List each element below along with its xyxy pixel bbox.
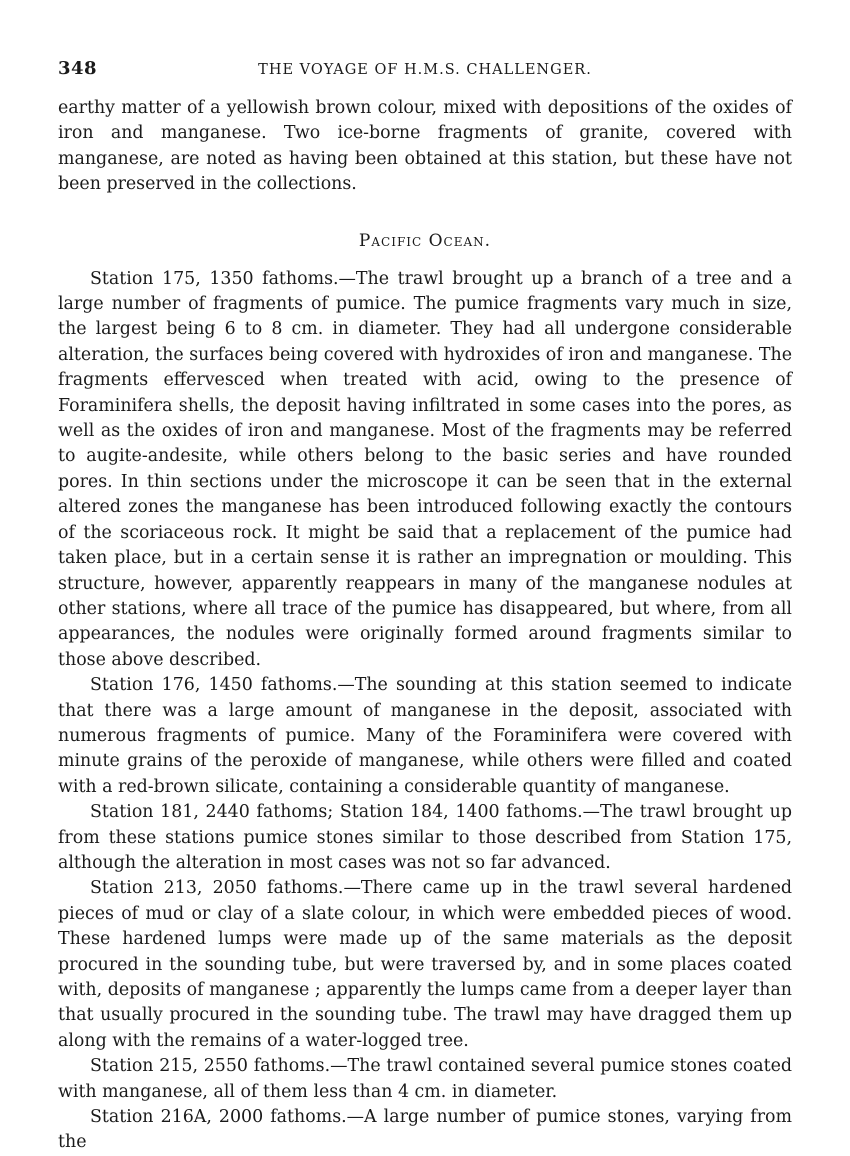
page-number: 348 <box>58 58 98 79</box>
body-text <box>58 96 792 1156</box>
station-213-paragraph: Station 213, 2050 fathoms.—There came up in the trawl several hardened pieces of mud or clay of a slate colour, in which were embedded pieces of wood. These hardened lumps were made up of the same materials as the deposit procured in the sounding tube, but were traversed by, and in some places coated with, deposits of manganese ; apparently the lumps came from a deeper layer than that usually procured in the sounding tube. The trawl may have dragged them up along with the remains of a water-logged tree. <box>58 878 792 1051</box>
intro-paragraph: earthy matter of a yellowish brown colour, mixed with depositions of the oxides of iron and manganese. Two ice-borne fragments of granite, covered with manganese, are noted as having been obtained at this station, but these have not been preserved in the collections. <box>58 98 792 195</box>
station-176-paragraph: Station 176, 1450 fathoms.—The sounding at this station seemed to indicate that there was a large amount of manganese in the deposit, associated with numerous fragments of pumice. Many of the Foraminifera were covered with minute grains of the peroxide of manganese, while others were filled and coated with a red-brown silicate, containing a considerable quantity of manganese. <box>58 675 792 797</box>
section-heading: Pacific Ocean. <box>358 230 492 251</box>
station-181-184-paragraph: Station 181, 2440 fathoms; Station 184, 1400 fathoms.—The trawl brought up from these stations pumice stones similar to those described from Station 175, although the alteration in most cases was not so far advanced. <box>58 802 792 873</box>
station-216a-paragraph: Station 216A, 2000 fathoms.—A large number of pumice stones, varying from the <box>58 1107 792 1153</box>
station-215-paragraph: Station 215, 2550 fathoms.—The trawl contained several pumice stones coated with manganese, all of them less than 4 cm. in diameter. <box>58 1056 792 1102</box>
page-header <box>58 58 792 82</box>
station-175-paragraph: Station 175, 1350 fathoms.—The trawl brought up a branch of a tree and a large number of fragments of pumice. The pumice fragments vary much in size, the largest being 6 to 8 cm. in diameter. They had all undergone considerable alteration, the surfaces being covered with hydroxides of iron and manganese. The fragments effervesced when treated with acid, owing to the presence of Foraminifera shells, the deposit having infiltrated in some cases into the pores, as well as the oxides of iron and manganese. Most of the fragments may be referred to augite-andesite, while others belong to the basic series and have rounded pores. In thin sections under the microscope it can be seen that in the external altered zones the manganese has been introduced following exactly the contours of the scoriaceous rock. It might be said that a replacement of the pumice had taken place, but in a certain sense it is rather an impregnation or moulding. This structure, however, apparently reappears in many of the manganese nodules at other stations, where all trace of the pumice has disappeared, but where, from all appearances, the nodules were originally formed around fragments similar to those above described. <box>58 268 792 670</box>
running-title: THE VOYAGE OF H.M.S. CHALLENGER. <box>258 62 592 78</box>
